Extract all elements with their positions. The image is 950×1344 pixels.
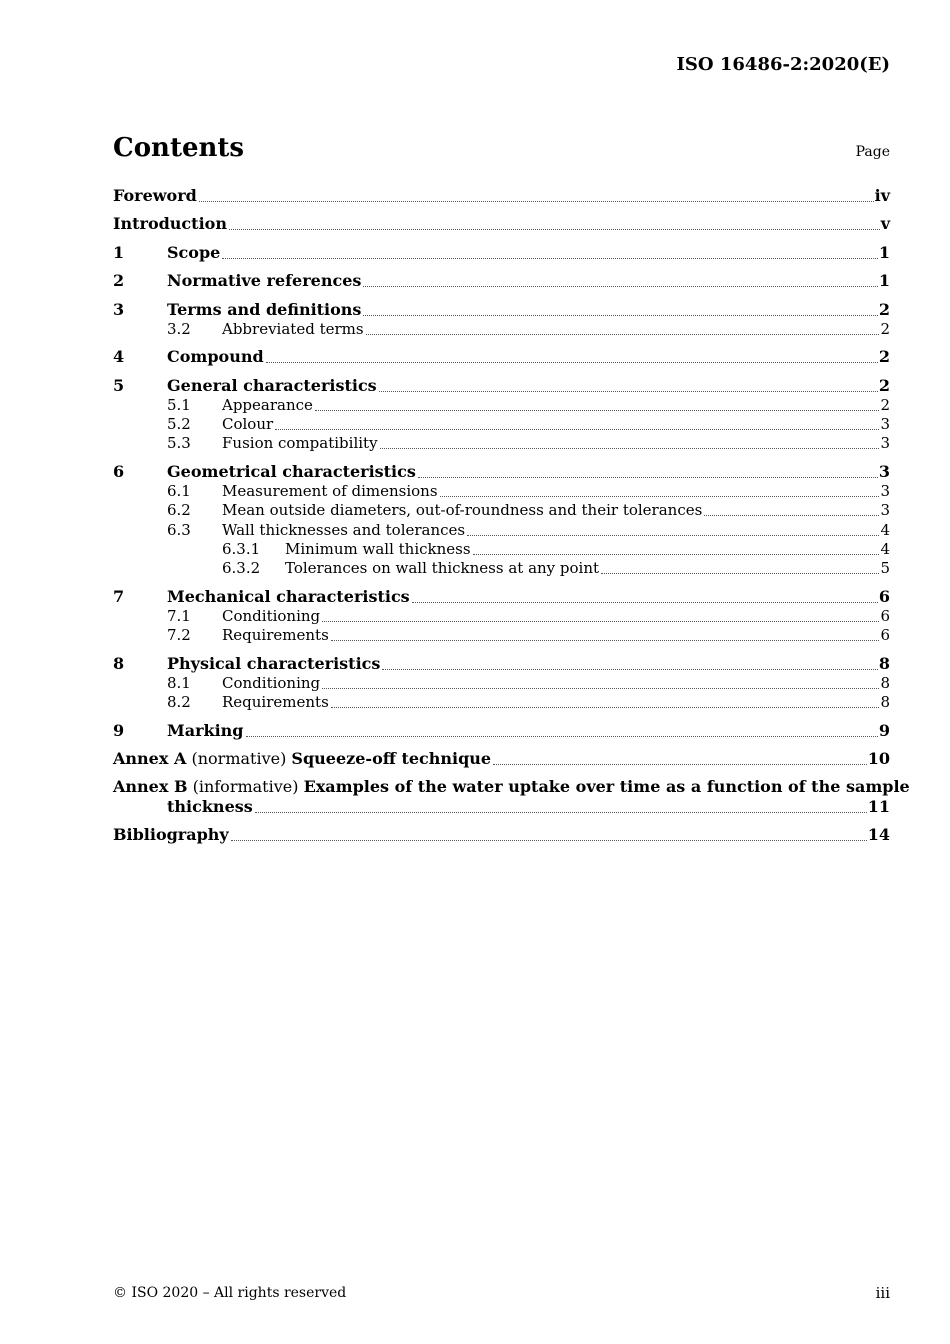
bibliography-page: 14	[867, 825, 890, 844]
toc-entry-page: 8	[878, 654, 890, 673]
toc-entry-annex-a[interactable]	[113, 749, 890, 769]
toc-entry-title: Requirements	[222, 626, 329, 644]
dot-leader	[229, 228, 880, 230]
toc-entry-page: 6	[880, 607, 890, 625]
toc-entry[interactable]	[113, 186, 890, 206]
page-footer	[113, 1284, 890, 1304]
toc-entry-number: 1	[113, 243, 125, 262]
dot-leader	[366, 333, 880, 335]
toc-entry-page: 6	[878, 587, 890, 606]
toc-entry-number: 5.3	[167, 434, 191, 452]
toc-entry-title: Foreword	[113, 186, 197, 205]
toc-entry-page: 2	[878, 347, 890, 366]
toc-entry[interactable]	[113, 520, 890, 540]
toc-entry-title: Fusion compatibility	[222, 434, 378, 452]
toc-entry-number: 6.2	[167, 501, 191, 519]
document-id: ISO 16486-2:2020(E)	[676, 54, 890, 75]
toc-entry-number: 8.1	[167, 674, 191, 692]
dot-leader	[331, 639, 880, 641]
dot-leader	[363, 314, 877, 316]
annex-a-label: Annex A	[113, 749, 187, 768]
toc-entry-page: 3	[880, 501, 890, 519]
dot-leader	[363, 285, 877, 287]
dot-leader	[380, 447, 880, 449]
dot-leader	[493, 763, 867, 765]
toc-entry-title: Introduction	[113, 214, 227, 233]
toc-entry[interactable]	[113, 558, 890, 578]
dot-leader	[331, 706, 880, 708]
toc-entry-page: 2	[880, 396, 890, 414]
toc-entry-number: 6.3	[167, 521, 191, 539]
toc-entry-page: 4	[880, 521, 890, 539]
toc-entry-bibliography[interactable]	[113, 825, 890, 845]
annex-b-title-line2: thickness	[167, 797, 253, 816]
toc-entry-title: Minimum wall thickness	[285, 540, 471, 558]
toc-entry-title: Measurement of dimensions	[222, 482, 438, 500]
toc-entry-number: 8	[113, 654, 125, 673]
bibliography-title: Bibliography	[113, 825, 229, 844]
toc-entry-page: v	[880, 214, 890, 233]
toc-entry-title: Appearance	[222, 396, 313, 414]
dot-leader	[231, 839, 867, 841]
dot-leader	[382, 668, 877, 670]
dot-leader	[467, 534, 879, 536]
dot-leader	[379, 390, 878, 392]
page-number: iii	[875, 1284, 890, 1302]
toc-entry[interactable]	[113, 462, 890, 482]
toc-entry[interactable]	[113, 500, 890, 520]
toc-entry[interactable]	[113, 347, 890, 367]
toc-entry-number: 4	[113, 347, 125, 366]
toc-entry-annex-b-continued[interactable]	[113, 797, 890, 817]
toc-entry-title: Normative references	[167, 271, 362, 290]
toc-entry-page: 1	[878, 243, 890, 262]
toc-entry-title: Physical characteristics	[167, 654, 381, 673]
toc-entry-page: 3	[880, 415, 890, 433]
dot-leader	[473, 553, 880, 555]
annex-a-title: Squeeze-off technique	[291, 749, 492, 768]
toc-entry-number: 5.1	[167, 396, 191, 414]
toc-entry[interactable]	[113, 243, 890, 263]
toc-entry-number: 6	[113, 462, 125, 481]
toc-entry-number: 7.1	[167, 607, 191, 625]
annex-b-page: 11	[867, 797, 890, 816]
toc-entry[interactable]	[113, 606, 890, 626]
toc-entry-title: Conditioning	[222, 607, 321, 625]
toc-entry-page: 1	[878, 271, 890, 290]
toc-entry-page: 8	[880, 674, 890, 692]
toc-entry-title: Wall thicknesses and tolerances	[222, 521, 466, 539]
toc-entry[interactable]	[113, 721, 890, 741]
toc-entry-page: 6	[880, 626, 890, 644]
toc-entry-title: Requirements	[222, 693, 329, 711]
dot-leader	[246, 735, 878, 737]
toc-entry[interactable]	[113, 673, 890, 693]
toc-entry[interactable]	[113, 214, 890, 234]
annex-a-type: (normative)	[191, 749, 287, 768]
toc-entry-page: 2	[878, 300, 890, 319]
page-column-label: Page	[855, 144, 890, 160]
toc-entry[interactable]	[113, 376, 890, 396]
toc-entry-page: 5	[880, 559, 890, 577]
toc-entry-number: 9	[113, 721, 125, 740]
toc-entry-title: Geometrical characteristics	[167, 462, 416, 481]
toc-entry[interactable]	[113, 587, 890, 607]
dot-leader	[418, 476, 878, 478]
toc-entry-title: Conditioning	[222, 674, 321, 692]
toc-entry-number: 2	[113, 271, 125, 290]
toc-entry-title: Marking	[167, 721, 244, 740]
dot-leader	[255, 811, 867, 813]
toc-entry-number: 7	[113, 587, 125, 606]
annex-b-type: (informative)	[192, 777, 299, 796]
dot-leader	[315, 409, 880, 411]
toc-entry-title: Mechanical characteristics	[167, 587, 410, 606]
dot-leader	[266, 361, 878, 363]
toc-entry-number: 6.3.2	[222, 559, 261, 577]
toc-entry-page: 8	[880, 693, 890, 711]
dot-leader	[322, 687, 879, 689]
toc-entry-page: 2	[878, 376, 890, 395]
toc-entry-title: Colour	[222, 415, 274, 433]
dot-leader	[222, 257, 878, 259]
toc-entry-title: Mean outside diameters, out-of-roundness and their tolerances	[222, 501, 703, 519]
toc-entry[interactable]	[113, 481, 890, 501]
dot-leader	[322, 620, 879, 622]
toc-entry[interactable]	[113, 654, 890, 674]
toc-entry[interactable]	[113, 300, 890, 320]
toc-entry-number: 3.2	[167, 320, 191, 338]
toc-entry-page: 9	[878, 721, 890, 740]
dot-leader	[601, 572, 879, 574]
toc-entry[interactable]	[113, 271, 890, 291]
contents-title: Contents	[113, 133, 245, 163]
toc-entry[interactable]	[113, 319, 890, 339]
toc-entry[interactable]	[113, 625, 890, 645]
annex-a-page: 10	[867, 749, 890, 768]
dot-leader	[412, 601, 878, 603]
toc-entry-page: 3	[880, 434, 890, 452]
table-of-contents	[113, 0, 910, 900]
toc-entry-page: 2	[880, 320, 890, 338]
toc-entry-page: 3	[880, 482, 890, 500]
toc-entry-number: 6.3.1	[222, 540, 261, 558]
toc-entry-title: Terms and definitions	[167, 300, 362, 319]
toc-entry[interactable]	[113, 539, 890, 559]
toc-entry-number: 6.1	[167, 482, 191, 500]
dot-leader	[275, 428, 879, 430]
toc-entry[interactable]	[113, 692, 890, 712]
toc-entry[interactable]	[113, 433, 890, 453]
toc-entry-page: 4	[880, 540, 890, 558]
toc-entry-title: Tolerances on wall thickness at any point	[285, 559, 600, 577]
toc-entry-number: 5.2	[167, 415, 191, 433]
toc-entry[interactable]	[113, 414, 890, 434]
dot-leader	[440, 495, 880, 497]
toc-entry-title: Abbreviated terms	[222, 320, 364, 338]
dot-leader	[704, 514, 879, 516]
dot-leader	[199, 200, 874, 202]
toc-entry-page: iv	[874, 186, 890, 205]
annex-b-label: Annex B	[113, 777, 188, 796]
toc-entry-number: 7.2	[167, 626, 191, 644]
copyright-notice: © ISO 2020 – All rights reserved	[113, 1285, 347, 1301]
toc-entry[interactable]	[113, 395, 890, 415]
annex-b-title-line1: Examples of the water uptake over time as a function of the sample	[303, 777, 910, 796]
toc-entry-title: Compound	[167, 347, 264, 366]
toc-entry-annex-b[interactable]	[113, 777, 910, 797]
toc-entry-page: 3	[878, 462, 890, 481]
toc-entry-number: 5	[113, 376, 125, 395]
toc-entry-number: 3	[113, 300, 125, 319]
toc-entry-title: General characteristics	[167, 376, 377, 395]
toc-entry-number: 8.2	[167, 693, 191, 711]
toc-entry-title: Scope	[167, 243, 221, 262]
